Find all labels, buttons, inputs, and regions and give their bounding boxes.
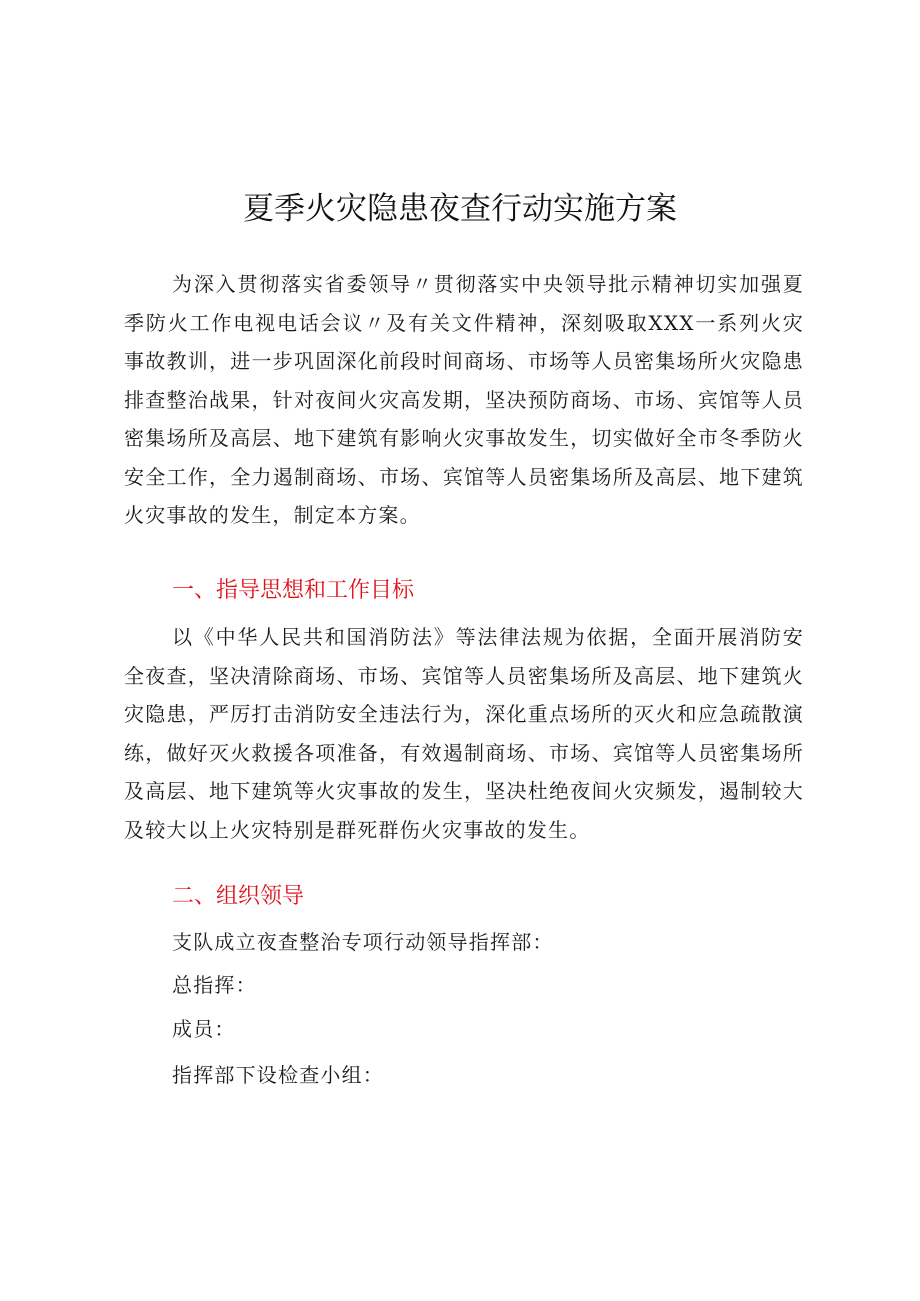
organization-line-chief-commander: 总指挥： [172, 973, 257, 997]
guiding-principles-paragraph: 以《中华人民共和国消防法》等法律法规为依据，全面开展消防安全夜查，坚决清除商场、市场、宾馆等人员密集场所及高层、地下建筑火灾隐患，严厉打击消防安全违法行为，深化重点场所的灭火和应急疏散演练，做好灭火救援各项准备，有效遏制商场、市场、宾馆等人员密集场所及高层、地下建筑等火灾事故的发生，坚决杜绝夜间火灾频发，遏制较大及较大以上火灾特别是群死群伤火灾事故的发生。 [124, 625, 804, 842]
section-heading-organization: 二、组织领导 [172, 884, 305, 909]
organization-line-command-setup: 支队成立夜查整治专项行动领导指挥部： [172, 930, 554, 954]
organization-line-inspection-teams: 指挥部下设检查小组： [172, 1063, 384, 1087]
intro-paragraph: 为深入贯彻落实省委领导〃贯彻落实中央领导批示精神切实加强夏季防火工作电视电话会议〃及有关文件精神，深刻吸取XXX一系列火灾事故教训，进一步巩固深化前段时间商场、市场等人员密集场所火灾隐患排查整治战果，针对夜间火灾高发期，坚决预防商场、市场、宾馆等人员密集场所及高层、地下建筑有影响火灾事故发生，切实做好全市冬季防火安全工作，全力遏制商场、市场、宾馆等人员密集场所及高层、地下建筑火灾事故的发生，制定本方案。 [124, 272, 804, 527]
document-title: 夏季火灾隐患夜查行动实施方案 [243, 191, 677, 227]
section-heading-guiding-principles: 一、指导思想和工作目标 [172, 578, 415, 603]
organization-line-members: 成员： [172, 1017, 236, 1041]
